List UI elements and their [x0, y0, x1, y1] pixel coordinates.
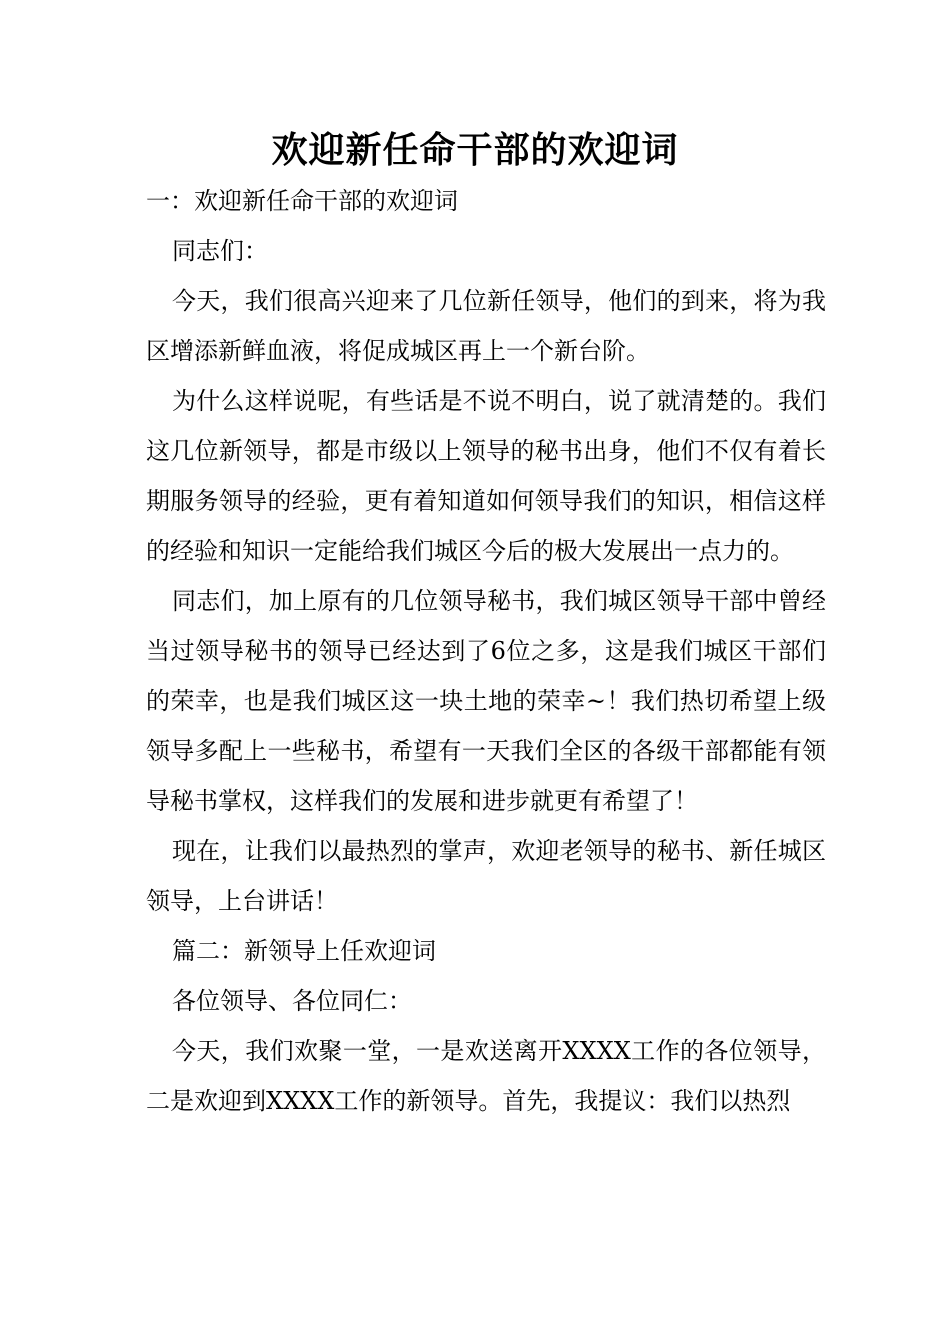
paragraph-2: 为什么这样说呢，有些话是不说不明白，说了就清楚的。我们这几位新领导，都是市级以上领导的秘书出身，他们不仅有着长期服务领导的经验，更有着知道如何领导我们的知识，相信这样的经验和知识一定能给我们城区今后的极大发展出一点力的。 [146, 387, 826, 565]
salutation-2: 各位领导、各位同仁： [172, 987, 412, 1015]
paragraph-1: 今天，我们很高兴迎来了几位新任领导，他们的到来，将为我区增添新鲜血液，将促成城区再上一个新台阶。 [146, 287, 826, 365]
section-heading-2: 篇二：新领导上任欢迎词 [172, 937, 436, 965]
section-heading-1: 一：欢迎新任命干部的欢迎词 [146, 187, 458, 215]
salutation-1: 同志们： [172, 237, 268, 265]
document-body [146, 176, 826, 1126]
paragraph-3: 同志们，加上原有的几位领导秘书，我们城区领导干部中曾经当过领导秘书的领导已经达到了6位之多，这是我们城区干部们的荣幸，也是我们城区这一块土地的荣幸~！我们热切希望上级领导多配上一些秘书，希望有一天我们全区的各级干部都能有领导秘书掌权，这样我们的发展和进步就更有希望了！ [146, 587, 826, 815]
paragraph-5: 今天，我们欢聚一堂，一是欢送离开XXXX工作的各位领导，二是欢迎到XXXX工作的新领导。首先，我提议：我们以热烈 [146, 1037, 826, 1115]
paragraph-4: 现在，让我们以最热烈的掌声，欢迎老领导的秘书、新任城区领导，上台讲话！ [146, 837, 826, 915]
document-title: 欢迎新任命干部的欢迎词 [271, 129, 679, 171]
